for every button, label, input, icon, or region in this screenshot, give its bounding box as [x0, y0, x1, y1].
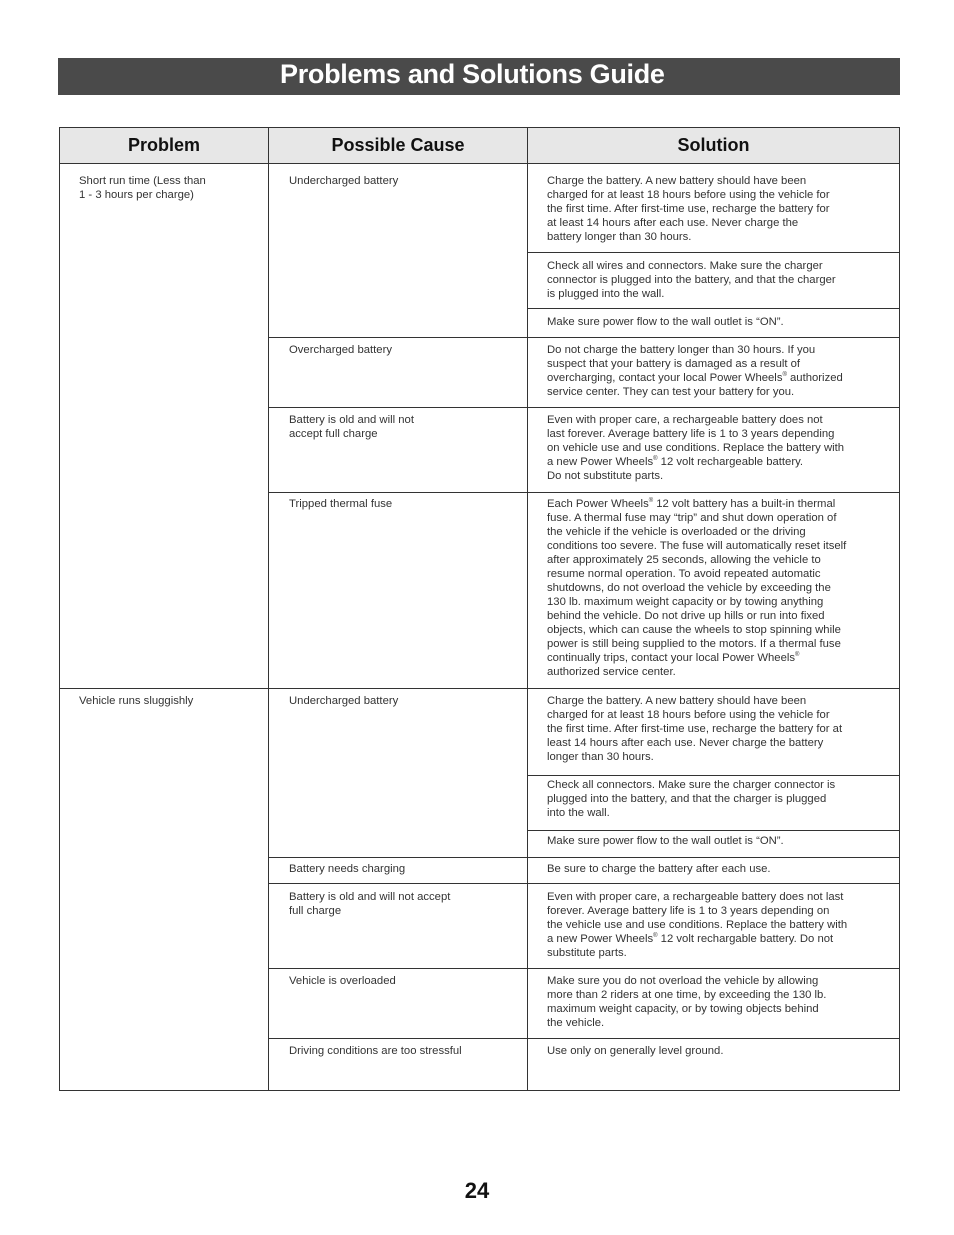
problem-text: Vehicle runs sluggishly — [79, 695, 194, 707]
header-possible-cause: Possible Cause — [269, 128, 527, 163]
cause-text: Battery is old and will not accept full charge — [289, 891, 451, 917]
solution-text: Use only on generally level ground. — [547, 1045, 724, 1057]
row-divider — [527, 688, 900, 689]
solution-text: Even with proper care, a rechargeable battery does not last forever. Average battery life is 1 to 3 years depending on the vehicle use and use conditions. Replace the battery with a new Power Wheels® 12 volt rechargable battery. Do not substitute parts. — [547, 891, 848, 959]
solution-text: Make sure power flow to the wall outlet is “ON”. — [547, 835, 784, 847]
solution-text: Check all connectors. Make sure the charger connector is plugged into the battery, and that the charger is plugged into the wall. — [547, 779, 836, 819]
header-problem: Problem — [60, 128, 268, 163]
cause-text: Battery needs charging — [289, 863, 406, 875]
row-divider — [268, 407, 528, 408]
row-divider — [527, 968, 900, 969]
row-divider — [527, 830, 900, 831]
table-left-border — [59, 127, 60, 1091]
cause-text: Undercharged battery — [289, 175, 399, 187]
row-divider — [527, 883, 900, 884]
cause-text: Tripped thermal fuse — [289, 498, 393, 510]
registered-mark: ® — [795, 652, 800, 659]
table-right-border — [899, 127, 900, 1091]
problem-text: Short run time (Less than 1 - 3 hours per charge) — [79, 175, 206, 201]
registered-mark: ® — [653, 933, 658, 940]
registered-mark: ® — [653, 456, 658, 463]
row-divider — [527, 308, 900, 309]
row-divider — [527, 492, 900, 493]
row-divider — [268, 883, 528, 884]
row-divider — [527, 252, 900, 253]
row-divider — [527, 1038, 900, 1039]
row-divider — [527, 857, 900, 858]
solution-text: Each Power Wheels® 12 volt battery has a built-in thermal fuse. A thermal fuse may “trip” and shut down operation of the vehicle if the vehicle is overloaded or the driving conditions too severe. The fuse will automatically reset itself after approximately 25 seconds, allowing the vehicle to resume normal operation. To avoid repeated automatic shutdowns, do not overload the vehicle by exceeding the 130 lb. maximum weight capacity or by towing anything behind the vehicle. Do not drive up hills or run into fixed objects, which can cause the wheels to stop spinning while power is still being supplied to the motors. If a thermal fuse continually trips, contact your local Power Wheels® authorized service center. — [547, 498, 847, 678]
header-bottom-border — [59, 163, 900, 164]
row-divider — [268, 857, 528, 858]
cause-text: Undercharged battery — [289, 695, 399, 707]
row-divider — [527, 775, 900, 776]
column-divider-2 — [527, 127, 528, 1090]
page-title: Problems and Solutions Guide — [280, 59, 665, 89]
row-divider — [268, 492, 528, 493]
page-number: 24 — [464, 1178, 490, 1203]
cause-text: Driving conditions are too stressful — [289, 1045, 462, 1057]
row-divider — [59, 688, 528, 689]
solution-text: Even with proper care, a rechargeable battery does not last forever. Average battery life is 1 to 3 years depending on vehicle use and use conditions. Replace the battery with a new Power Wheels® 12 volt rechargeable battery. Do not substitute parts. — [547, 414, 845, 482]
row-divider — [268, 337, 528, 338]
cause-text: Overcharged battery — [289, 344, 392, 356]
solution-text: Make sure you do not overload the vehicle by allowing more than 2 riders at one time, by exceeding the 130 lb. maximum weight capacity, or by towing objects behind the vehicle. — [547, 975, 827, 1029]
row-divider — [268, 1038, 528, 1039]
column-divider-1 — [268, 127, 269, 1091]
registered-mark: ® — [648, 498, 654, 505]
solution-text: Check all wires and connectors. Make sure the charger connector is plugged into the battery, and that the charger is plugged into the wall. — [547, 260, 836, 300]
solution-text: Charge the battery. A new battery should have been charged for at least 18 hours before using the vehicle for the first time. After first-time use, recharge the battery for at least 14 hours after each use. Never charge the battery longer than 30 hours. — [547, 175, 830, 243]
row-divider — [527, 407, 900, 408]
solution-text: Do not charge the battery longer than 30 hours. If you suspect that your battery is damaged as a result of overcharging, contact your local Power Wheels® authorized service center. They can test your battery for you. — [547, 344, 843, 398]
cause-text: Vehicle is overloaded — [289, 975, 396, 987]
solution-text: Be sure to charge the battery after each use. — [547, 863, 771, 875]
cause-text: Battery is old and will not accept full charge — [289, 414, 414, 440]
solution-text: Charge the battery. A new battery should have been charged for at least 18 hours before using the vehicle for the first time. After first-time use, recharge the battery for at least 14 hours after each use. Never charge the battery longer than 30 hours. — [547, 695, 843, 763]
registered-mark: ® — [782, 372, 787, 379]
table-top-border — [59, 127, 900, 128]
solution-text: Make sure power flow to the wall outlet is “ON”. — [547, 316, 784, 328]
table-bottom-border — [59, 1090, 900, 1091]
row-divider — [268, 968, 528, 969]
header-solution: Solution — [528, 128, 899, 163]
row-divider — [527, 337, 900, 338]
title-bar — [58, 58, 900, 95]
